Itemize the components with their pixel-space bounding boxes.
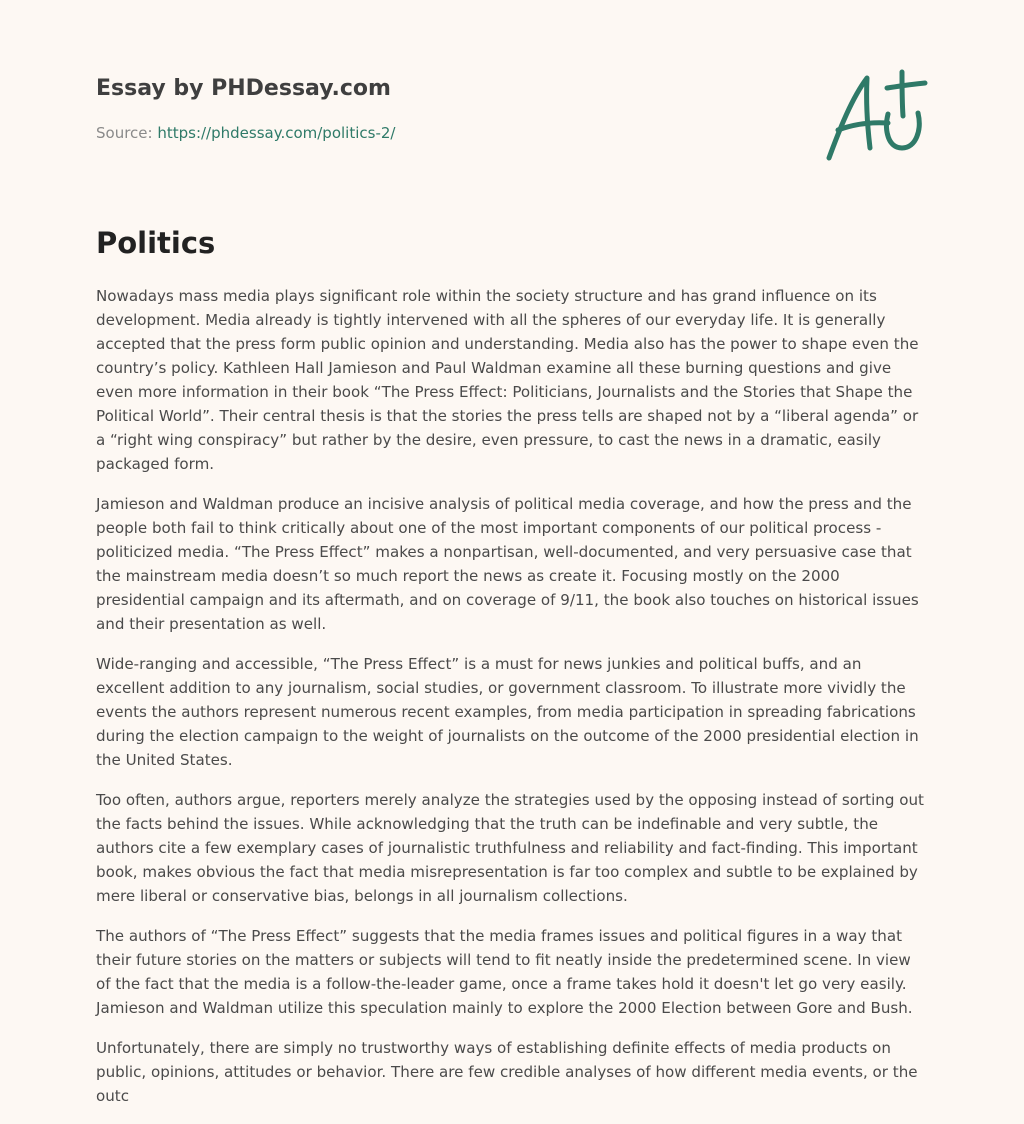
essay-title: Politics — [96, 226, 216, 260]
a-plus-logo-icon — [822, 68, 928, 164]
paragraph-1: Nowadays mass media plays significant role within the society structure and has grand influence on its development. Media already is tightly intervened with all the spheres of our everyday life. It is generally accepted that the press form public opinion and understanding. Media also has the power to shape even the country’s policy. Kathleen Hall Jamieson and Paul Waldman examine all these burning questions and give even more information in their book “The Press Effect: Politicians, Journalists and the Stories that Shape the Political World”. Their central thesis is that the stories the press tells are shaped not by a “liberal agenda” or a “right wing conspiracy” but rather by the desire, even pressure, to cast the news in a dramatic, easily packaged form. — [96, 287, 919, 473]
paragraph-3: Wide-ranging and accessible, “The Press Effect” is a must for news junkies and political buffs, and an excellent addition to any journalism, social studies, or government classroom. To illustrate more vividly the events the authors represent numerous recent examples, from media participation in spreading fabrications during the election campaign to the weight of journalists on the outcome of the 2000 presidential election in the United States. — [96, 655, 919, 769]
site-title: Essay by PHDessay.com — [96, 76, 391, 101]
paragraph-5: The authors of “The Press Effect” suggests that the media frames issues and political figures in a way that their future stories on the matters or subjects will tend to fit neatly inside the predetermined scene. In view of the fact that the media is a follow-the-leader game, once a frame takes hold it doesn't let go very easily. Jamieson and Waldman utilize this speculation mainly to explore the 2000 Election between Gore and Bush. — [96, 927, 913, 1017]
paragraph-6: Unfortunately, there are simply no trustworthy ways of establishing definite effects of media products on public, opinions, attitudes or behavior. There are few credible analyses of how different media events, or the outc — [96, 1039, 918, 1105]
paragraph-2: Jamieson and Waldman produce an incisive analysis of political media coverage, and how the press and the people both fail to think critically about one of the most important components of our political process - politicized media. “The Press Effect” makes a nonpartisan, well-documented, and very persuasive case that the mainstream media doesn’t so much report the news as create it. Focusing mostly on the 2000 presidential campaign and its aftermath, and on coverage of 9/11, the book also touches on historical issues and their presentation as well. — [96, 495, 919, 633]
source-label: Source: — [96, 124, 158, 142]
source-link[interactable]: https://phdessay.com/politics-2/ — [157, 124, 396, 142]
essay-body — [96, 284, 928, 1124]
paragraph-4: Too often, authors argue, reporters merely analyze the strategies used by the opposing instead of sorting out the facts behind the issues. While acknowledging that the truth can be indefinable and very subtle, the authors cite a few exemplary cases of journalistic truthfulness and reliability and fact-finding. This important book, makes obvious the fact that media misrepresentation is far too complex and subtle to be explained by mere liberal or conservative bias, belongs in all journalism collections. — [96, 791, 924, 905]
source-line — [96, 124, 395, 142]
